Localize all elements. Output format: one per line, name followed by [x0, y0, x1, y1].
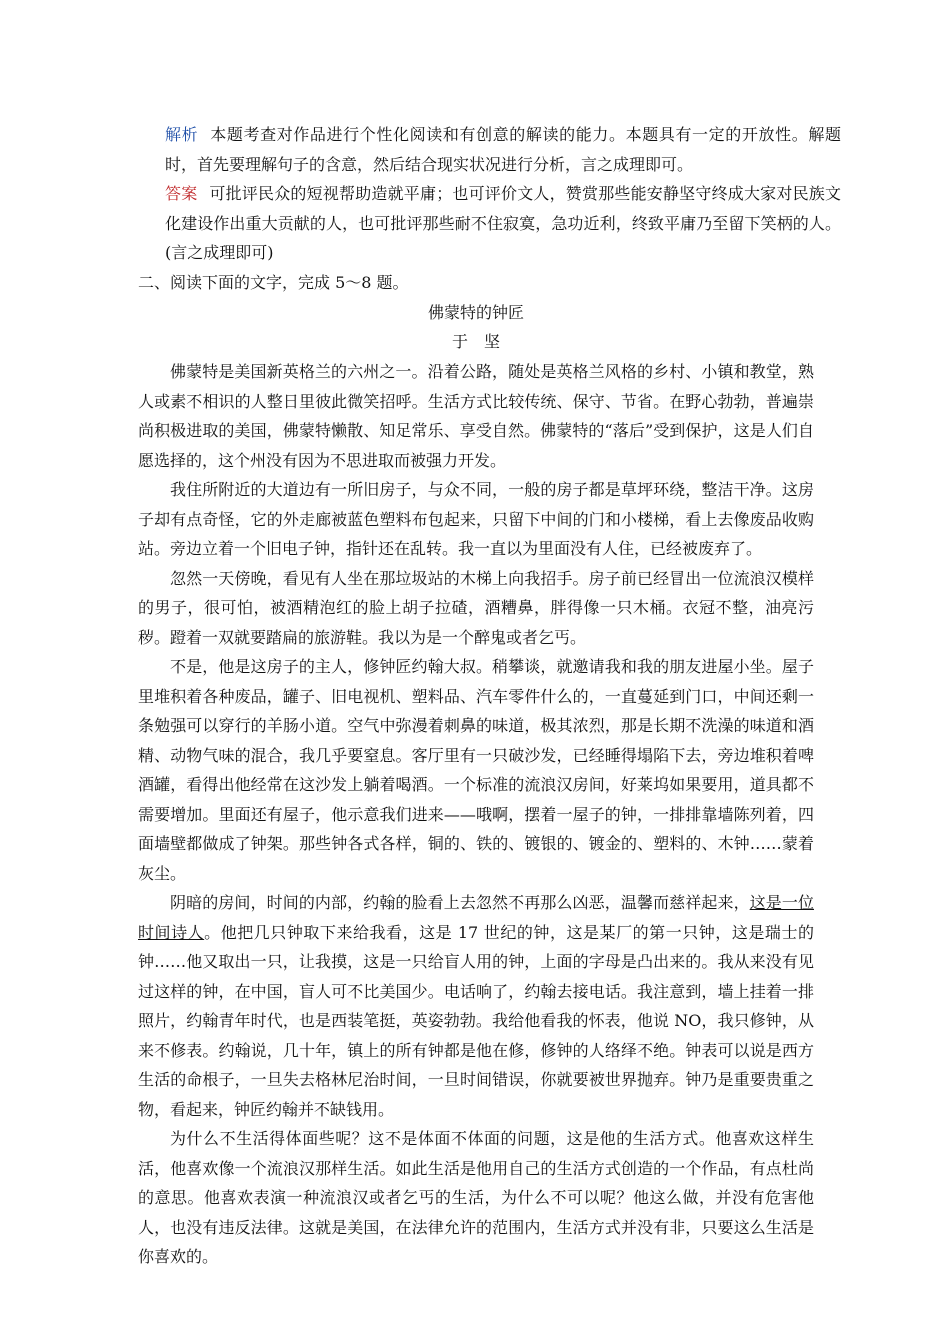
analysis-text: 本题考查对作品进行个性化阅读和有创意的解读的能力。本题具有一定的开放性。解题时，首先要理解句子的含意，然后结合现实状况进行分析，言之成理即可。	[165, 125, 841, 174]
article-body	[138, 357, 814, 1272]
analysis-tag: 解析	[165, 125, 199, 144]
paragraph-1: 佛蒙特是美国新英格兰的六州之一。沿着公路，随处是英格兰风格的乡村、小镇和教堂，熟人或素不相识的人整日里彼此微笑招呼。生活方式比较传统、保守、节省。在野心勃勃，普遍崇尚积极进取的美国，佛蒙特懒散、知足常乐、享受自然。佛蒙特的“落后”受到保护，这是人们自愿选择的，这个州没有因为不思进取而被强力开发。	[138, 362, 814, 470]
answer-block	[138, 179, 841, 268]
answer-tag: 答案	[165, 184, 198, 203]
article-author: 于 坚	[451, 332, 500, 351]
analysis-block	[138, 120, 841, 179]
paragraph-3: 忽然一天傍晚，看见有人坐在那垃圾站的木梯上向我招手。房子前已经冒出一位流浪汉模样的男子，很可怕，被酒精泡红的脸上胡子拉碴，酒糟鼻，胖得像一只木桶。衣冠不整，油亮污秽。蹬着一双就要踏扁的旅游鞋。我以为是一个醉鬼或者乞丐。	[138, 568, 814, 647]
answer-text: 可批评民众的短视帮助造就平庸；也可评价文人，赞赏那些能安静坚守终成大家对民族文化建设作出重大贡献的人，也可批评那些耐不住寂寞，急功近利，终致平庸乃至留下笑柄的人。(言之成理即可)	[165, 184, 841, 262]
paragraph-6: 为什么不生活得体面些呢？这不是体面不体面的问题，这是他的生活方式。他喜欢这样生活，他喜欢像一个流浪汉那样生活。如此生活是他用自己的生活方式创造的一个作品，有点杜尚的意思。他喜欢表演一种流浪汉或者乞丐的生活，为什么不可以呢？他这么做，并没有危害他人，也没有违反法律。这就是美国，在法律允许的范围内，生活方式并没有非，只要这么生活是你喜欢的。	[138, 1129, 814, 1266]
article-title: 佛蒙特的钟匠	[427, 303, 524, 322]
paragraph-2: 我住所附近的大道边有一所旧房子，与众不同，一般的房子都是草坪环绕，整洁干净。这房子却有点奇怪，它的外走廊被蓝色塑料布包起来，只留下中间的门和小楼梯，看上去像废品收购站。旁边立着一个旧电子钟，指针还在乱转。我一直以为里面没有人住，已经被废弃了。	[138, 480, 814, 558]
paragraph-5-part-2: 。他把几只钟取下来给我看，这是 17 世纪的钟，这是某厂的第一只钟，这是瑞士的钟……他又取出一只，让我摸，这是一只给盲人用的钟，上面的字母是凸出来的。我从来没有见过这样的钟，在中国，盲人可不比美国少。电话响了，约翰去接电话。我注意到，墙上挂着一排照片，约翰青年时代，也是西装笔挺，英姿勃勃。我给他看我的怀表，他说 NO，我只修钟，从来不修表。约翰说，几十年，镇上的所有钟都是他在修，修钟的人络绎不绝。钟表可以说是西方生活的命根子，一旦失去格林尼治时间，一旦时间错误，你就要被世界抛弃。钟乃是重要贵重之物，看起来，钟匠约翰并不缺钱用。	[138, 922, 814, 1119]
underlined-phrase: 这是一位时间诗人	[138, 893, 814, 942]
paragraph-5	[138, 888, 814, 1124]
section-heading: 二、阅读下面的文字，完成 5～8 题。	[138, 273, 409, 292]
paragraph-5-part-1: 阴暗的房间，时间的内部，约翰的脸看上去忽然不再那么凶恶，温馨而慈祥起来，	[170, 893, 750, 912]
paragraph-4: 不是，他是这房子的主人，修钟匠约翰大叔。稍攀谈，就邀请我和我的朋友进屋小坐。屋子里堆积着各种废品，罐子、旧电视机、塑料品、汽车零件什么的，一直蔓延到门口，中间还剩一条勉强可以穿行的羊肠小道。空气中弥漫着刺鼻的味道，极其浓烈，那是长期不洗澡的味道和酒精、动物气味的混合，我几乎要窒息。客厅里有一只破沙发，已经睡得塌陷下去，旁边堆积着啤酒罐，看得出他经常在这沙发上躺着喝酒。一个标准的流浪汉房间，好莱坞如果要用，道具都不需要增加。里面还有屋子，他示意我们进来——哦啊，摆着一屋子的钟，一排排靠墙陈列着，四面墙壁都做成了钟架。那些钟各式各样，铜的、铁的、镀银的、镀金的、塑料的、木钟……蒙着灰尘。	[138, 657, 814, 883]
